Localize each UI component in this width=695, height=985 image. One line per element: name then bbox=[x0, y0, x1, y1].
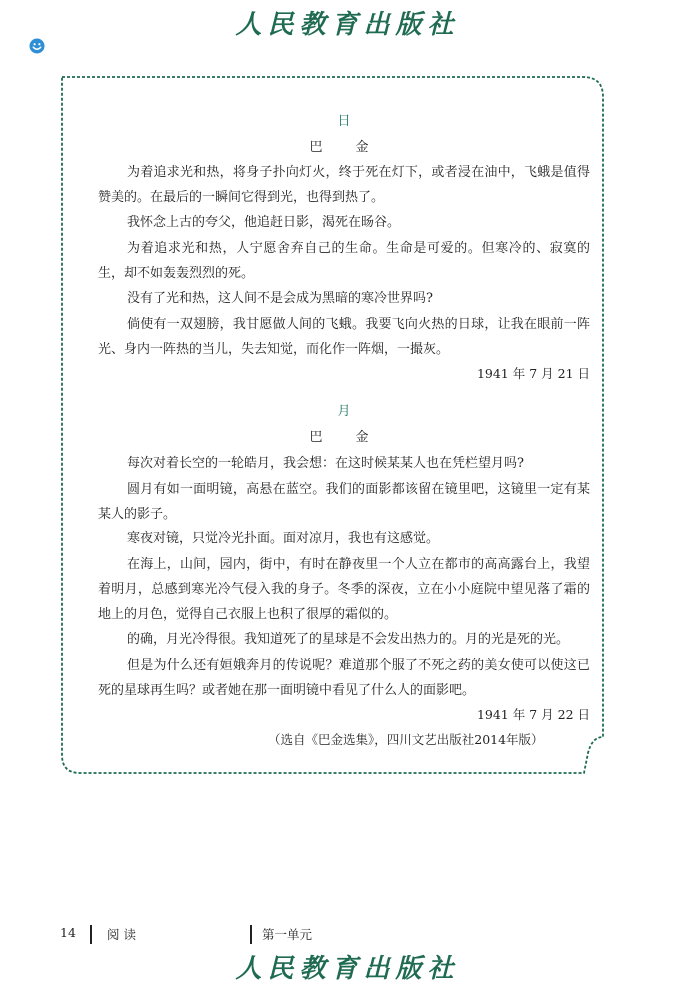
footer-divider bbox=[90, 925, 92, 944]
publisher-logo-bottom: 人民教育出版社 bbox=[235, 954, 460, 984]
section-label: 阅读 bbox=[107, 927, 141, 942]
essay-title-moon: 月 bbox=[337, 404, 351, 419]
paragraph: 为着追求光和热，人宁愿舍弃自己的生命。生命是可爱的。但寒冷的、寂寞的生，却不如轰轰烈烈的死。 bbox=[98, 241, 590, 281]
essay-author: 巴 金 bbox=[309, 140, 379, 155]
paragraph: 圆月有如一面明镜，高悬在蓝空。我们的面影都该留在镜里吧，这镜里一定有某某人的影子。 bbox=[98, 482, 590, 522]
paragraph: 但是为什么还有姮娥奔月的传说呢？难道那个服了不死之药的美女使可以使这已死的星球再生吗？或者她在那一面明镜中看见了什么人的面影吧。 bbox=[98, 658, 590, 698]
page-footer bbox=[0, 923, 695, 947]
source-citation: （选自《巴金选集》，四川文艺出版社2014年版） bbox=[268, 732, 544, 747]
paragraph: 每次对着长空的一轮皓月，我会想：在这时候某某人也在凭栏望月吗? bbox=[127, 456, 524, 471]
paragraph: 为着追求光和热，将身子扑向灯火，终于死在灯下，或者浸在油中，飞蛾是值得赞美的。在最后的一瞬间它得到光，也得到热了。 bbox=[98, 165, 590, 205]
paragraph: 我怀念上古的夸父，他追赶日影，渴死在旸谷。 bbox=[127, 215, 401, 230]
essay-author: 巴 金 bbox=[309, 430, 379, 445]
essay-title-sun: 日 bbox=[337, 114, 351, 129]
paragraph: 寒夜对镜，只觉冷光扑面。面对凉月，我也有这感觉。 bbox=[127, 531, 440, 546]
publisher-logo-top: 人民教育出版社 bbox=[235, 10, 460, 40]
paragraph: 的确，月光冷得很。我知道死了的星球是不会发出热力的。月的光是死的光。 bbox=[127, 632, 570, 647]
essay-date: 1941 年 7 月 21 日 bbox=[476, 366, 590, 381]
footer-divider bbox=[250, 925, 252, 944]
smiley-icon bbox=[29, 38, 45, 54]
paragraph: 没有了光和热，这人间不是会成为黑暗的寒冷世界吗? bbox=[127, 291, 433, 306]
page-number: 14 bbox=[60, 925, 76, 940]
paragraph: 在海上，山间，园内，街中，有时在静夜里一个人立在都市的高高露台上，我望着明月，总感到寒光冷气侵入我的身子。冬季的深夜，立在小小庭院中望见落了霜的地上的月色，觉得自己衣服上也积了很厚的霜似的。 bbox=[98, 557, 590, 622]
paragraph: 倘使有一双翅膀，我甘愿做人间的飞蛾。我要飞向火热的日球，让我在眼前一阵光、身内一阵热的当儿，失去知觉，而化作一阵烟，一撮灰。 bbox=[98, 317, 590, 357]
essay-date: 1941 年 7 月 22 日 bbox=[476, 707, 590, 722]
unit-label: 第一单元 bbox=[262, 927, 313, 942]
